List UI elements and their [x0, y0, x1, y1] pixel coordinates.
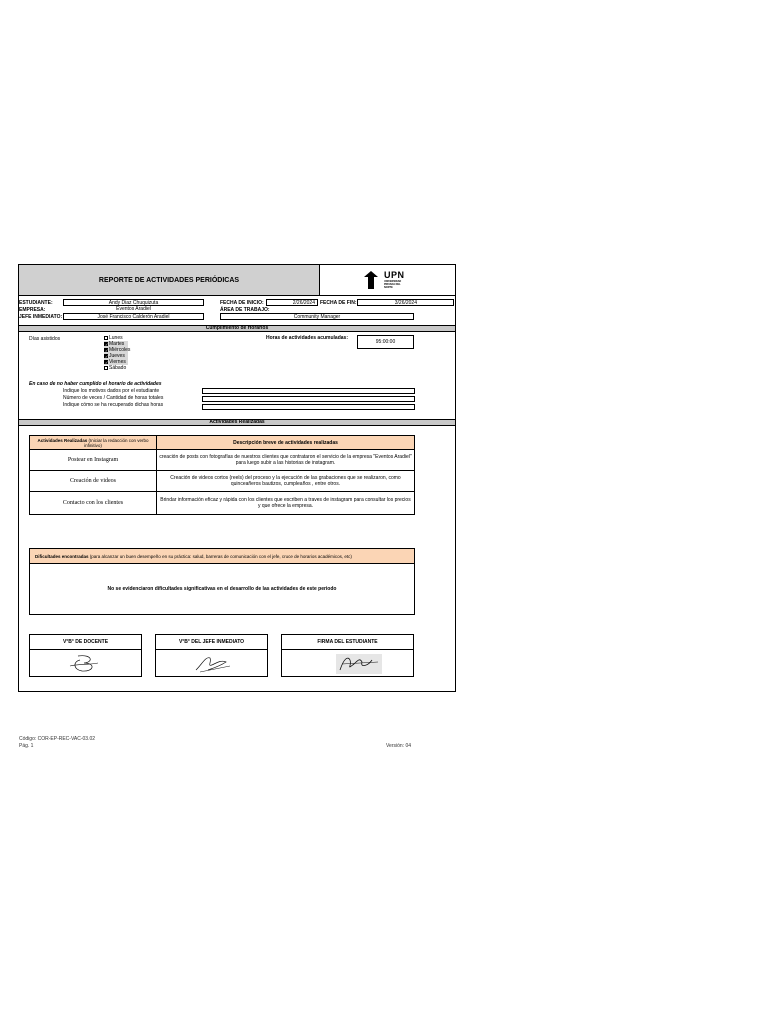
activity-cell[interactable]: Postear en Instagram [30, 450, 157, 470]
day-checkbox[interactable]: ✓ [105, 354, 109, 359]
day-label: Sábado [109, 365, 127, 371]
day-checkbox[interactable]: ✓ [105, 348, 109, 353]
day-checkbox[interactable]: ✓ [105, 342, 109, 347]
signature-box-estudiante [281, 634, 414, 677]
start-date-label: FECHA DE INICIO: [220, 300, 264, 306]
signature-estudiante-icon [282, 650, 415, 677]
activity-cell[interactable]: Contacto con los clientes [30, 492, 157, 514]
footer-version: Versión: 04 [386, 743, 412, 749]
difficulties-body[interactable]: No se evidenciaron dificultades significativas en el desarrollo de las actividades de este periodo [29, 563, 415, 615]
motivos-field[interactable] [202, 388, 415, 394]
recuperacion-field[interactable] [202, 404, 415, 410]
signature-docente-icon [30, 650, 143, 677]
days-label: Días asistidos [29, 336, 61, 342]
days-list [104, 335, 131, 371]
day-checkbox[interactable]: ✓ [105, 360, 109, 365]
difficulties-header-rest: (para alcanzar un buen desempeño en su práctica: salud, barreras de comunicación con el jefe, cruce de horarios académicos, etc) [88, 553, 352, 559]
signature-box-docente [29, 634, 142, 677]
area-field[interactable]: Community Manager [220, 313, 414, 320]
logo-subtext: UNIVERSIDAD PRIVADA DEL NORTE [384, 280, 402, 289]
boss-field[interactable]: José Francisco Calderón Aradiel [63, 313, 204, 320]
day-label: Miércoles [109, 347, 131, 353]
activities-section-title: Actividades Realizadas [19, 419, 455, 426]
day-sabado[interactable] [104, 365, 128, 371]
difficulties-header-bold: Dificultades encontradas [35, 553, 89, 559]
footer-code: Código: COR-EP-REC-VAC-03.02 [19, 736, 96, 742]
logo-area [320, 265, 455, 295]
signature-box-jefe [155, 634, 268, 677]
day-checkbox[interactable] [104, 366, 108, 370]
signature-jefe-icon [156, 650, 269, 677]
difficulties-header [29, 548, 415, 564]
activity-cell[interactable]: Creación de videos [30, 471, 157, 491]
horas-totales-field[interactable] [202, 396, 415, 402]
start-date-field[interactable]: 2/26/2024 [266, 299, 318, 306]
day-label: Viernes [109, 359, 126, 365]
logo-text: UPN [384, 270, 405, 280]
end-date-label: FECHA DE FIN: [320, 300, 357, 306]
description-cell[interactable]: Creación de videos cortos (reels) del proceso y la ejecución de las grabaciones que se realizaron, como quinceañeros bautizos, cumpleaños , entre otros. [170, 475, 401, 487]
signature-label: FIRMA DEL ESTUDIANTE [282, 635, 413, 650]
company-label: EMPRESA: [19, 307, 46, 313]
activities-col1-header [30, 436, 157, 449]
activities-table [29, 435, 415, 515]
activities-col2-header: Descripción breve de actividades realizadas [233, 439, 338, 446]
table-row [29, 450, 415, 471]
note-item-recuperado: Indique cómo se ha recuperado dichas horas [63, 402, 164, 408]
note-item-horas: Número de veces / Cantidad de horas totales [63, 395, 164, 401]
day-label: Martes [109, 341, 125, 347]
schedule-section-title: Cumplimiento de Horarios [19, 325, 455, 332]
activities-header-row [29, 435, 415, 450]
day-label: Lunes [109, 335, 123, 341]
table-row [29, 471, 415, 492]
day-checkbox[interactable] [104, 336, 108, 340]
note-item-motivos: Indique los motivos dados por el estudiante [63, 388, 160, 394]
company-field[interactable]: Eventos Aradiel [116, 306, 151, 312]
footer-page: Pág. 1 [19, 743, 34, 749]
description-cell[interactable]: Brindar información eficaz y rápida con los clientes que escriben a traves de instagram para consultar los precios y que ofrece la empresa. [160, 497, 411, 509]
signature-label: V°B° DE DOCENTE [30, 635, 141, 650]
day-label: Jueves [109, 353, 125, 359]
note-title: En caso de no haber cumplido el horario de actividades [29, 381, 162, 387]
hours-field[interactable]: 95:00:00 [357, 335, 414, 349]
hours-label: Horas de actividades acumuladas: [266, 335, 348, 341]
table-row [29, 492, 415, 515]
student-label: ESTUDIANTE: [19, 300, 53, 306]
col1-header-rest: (Iniciar la redacción con verbo infinitivo) [84, 437, 149, 448]
header-divider [19, 295, 455, 296]
signature-label: V°B° DEL JEFE INMEDIATO [156, 635, 267, 650]
area-label: ÁREA DE TRABAJO: [220, 307, 270, 313]
report-title: REPORTE DE ACTIVIDADES PERIÓDICAS [19, 265, 320, 295]
student-field[interactable]: Andy Diaz Chuquizuta [63, 299, 204, 306]
end-date-field[interactable]: 3/26/2024 [357, 299, 454, 306]
description-cell[interactable]: creación de posts con fotografías de nuestros clientes que contrataron el servicio de la empresa "Eventos Aradiel" para luego subir a las historias de instagram. [159, 454, 412, 466]
boss-label: JEFE INMEDIATO: [19, 314, 63, 320]
col1-header-bold: Actividades Realizadas [37, 437, 88, 443]
